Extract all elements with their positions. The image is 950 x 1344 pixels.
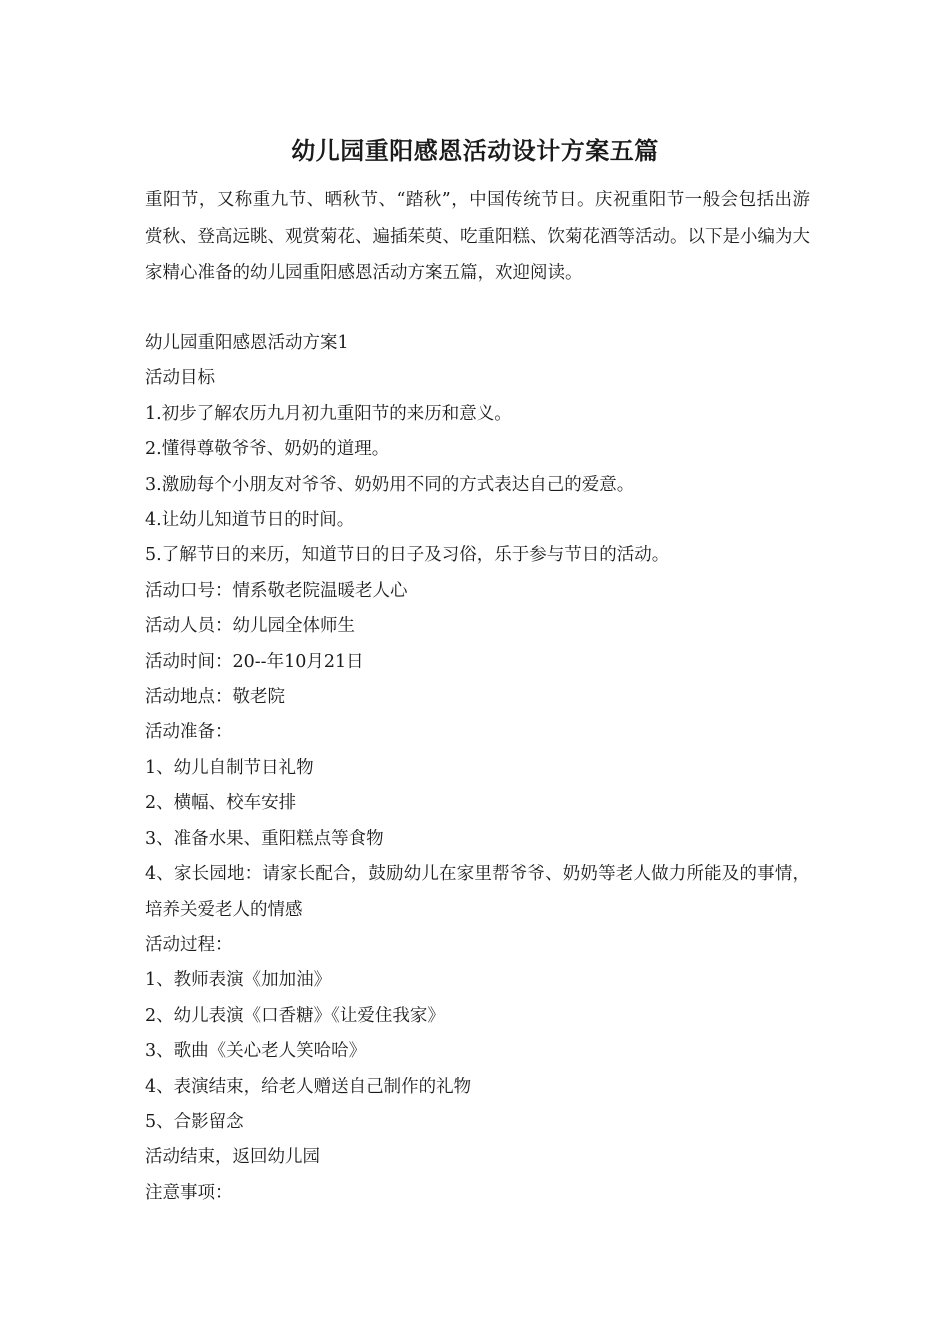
activity-end: 活动结束，返回幼儿园 bbox=[145, 1147, 320, 1168]
activity-time: 活动时间：20--年10月21日 bbox=[145, 651, 364, 672]
preparation-item: 3、准备水果、重阳糕点等食物 bbox=[145, 828, 384, 849]
goal-item: 3.激励每个小朋友对爷爷、奶奶用不同的方式表达自己的爱意。 bbox=[145, 474, 635, 495]
goal-item: 2.懂得尊敬爷爷、奶奶的道理。 bbox=[145, 439, 390, 460]
subheading-process: 活动过程： bbox=[145, 934, 233, 955]
process-item: 4、表演结束，给老人赠送自己制作的礼物 bbox=[145, 1076, 472, 1097]
goal-item: 4.让幼儿知道节日的时间。 bbox=[145, 510, 355, 531]
activity-slogan: 活动口号：情系敬老院温暖老人心 bbox=[145, 580, 408, 601]
section-heading: 幼儿园重阳感恩活动方案1 bbox=[145, 333, 349, 353]
preparation-item: 1、幼儿自制节日礼物 bbox=[145, 757, 314, 778]
intro-paragraph: 重阳节，又称重九节、晒秋节、“踏秋”，中国传统节日。庆祝重阳节一般会包括出游赏秋、登高远眺、观赏菊花、遍插茱萸、吃重阳糕、饮菊花酒等活动。以下是小编为大家精心准备的幼儿园重阳感恩活动方案五篇，欢迎阅读。 bbox=[145, 190, 810, 283]
process-item: 5、合影留念 bbox=[145, 1111, 244, 1132]
process-item: 3、歌曲《关心老人笑哈哈》 bbox=[145, 1041, 367, 1062]
process-item: 2、幼儿表演《口香糖》《让爱住我家》 bbox=[145, 1005, 445, 1026]
subheading-preparation: 活动准备： bbox=[145, 722, 233, 743]
goal-item: 1.初步了解农历九月初九重阳节的来历和意义。 bbox=[145, 403, 512, 424]
document-title: 幼儿园重阳感恩活动设计方案五篇 bbox=[291, 136, 659, 165]
subheading-notes: 注意事项： bbox=[145, 1182, 233, 1203]
subheading-goals: 活动目标 bbox=[145, 368, 215, 389]
body-content bbox=[145, 326, 810, 1211]
preparation-item: 4、家长园地：请家长配合，鼓励幼儿在家里帮爷爷、奶奶等老人做力所能及的事情，培养关爱老人的情感 bbox=[145, 864, 810, 920]
process-item: 1、教师表演《加加油》 bbox=[145, 970, 332, 991]
activity-participants: 活动人员：幼儿园全体师生 bbox=[145, 616, 355, 637]
goal-item: 5.了解节日的来历，知道节日的日子及习俗，乐于参与节日的活动。 bbox=[145, 545, 670, 566]
preparation-item: 2、横幅、校车安排 bbox=[145, 793, 297, 814]
activity-location: 活动地点：敬老院 bbox=[145, 687, 285, 708]
